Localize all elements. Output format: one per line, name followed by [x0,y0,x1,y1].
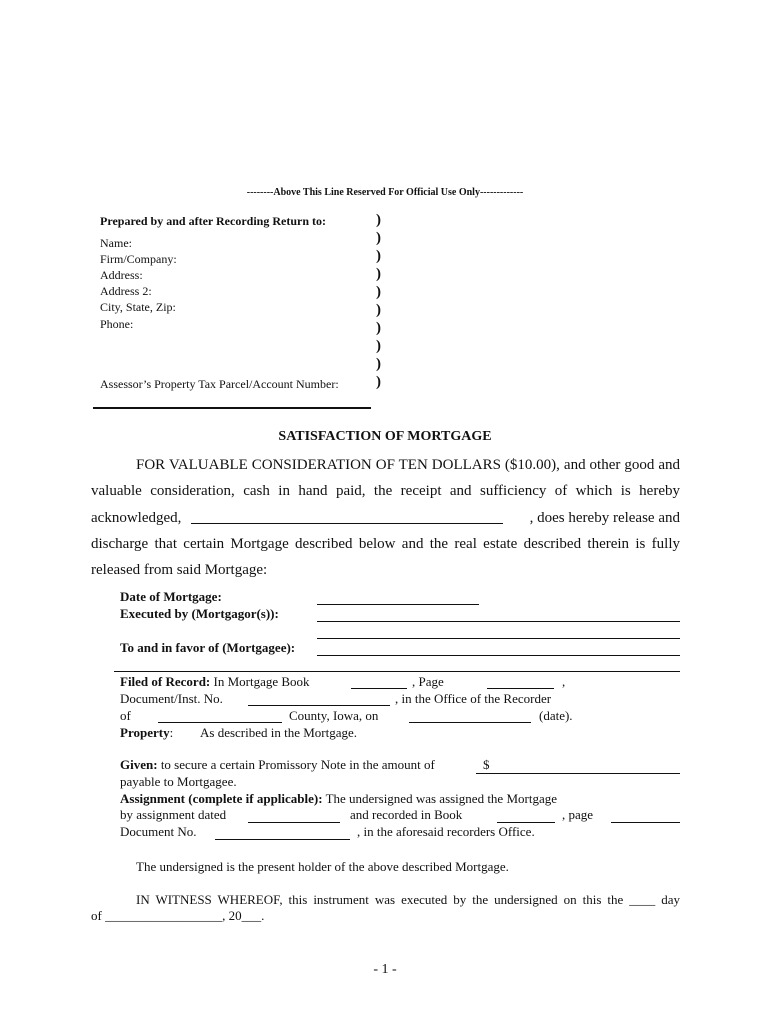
reserved-suffix: ------------- [479,187,524,198]
releasor-blank[interactable] [191,523,503,524]
body-line-1: FOR VALUABLE CONSIDERATION OF TEN DOLLARS ($10.00), and other good and [136,457,680,473]
field-name: Name: [100,236,132,250]
paren: ) [376,356,381,372]
paren: ) [376,212,381,228]
paren: ) [376,302,381,318]
filed-line-1 [120,674,310,690]
document-no-blank[interactable] [215,839,350,840]
assignment-book-blank[interactable] [497,822,555,823]
given-line [120,757,435,773]
recorded-text: and recorded in Book [350,807,463,822]
body-line-3-post: , does hereby release and [529,510,680,526]
doc-inst-text: Document/Inst. No. [120,691,223,706]
witness-line-2: of __________________, 20___. [91,908,265,923]
executed-by-label: Executed by (Mortgagor(s)): [120,606,279,621]
property-colon: : [169,725,174,740]
paren: ) [376,374,381,390]
amount-blank[interactable] [476,773,680,774]
body-line-5: released from said Mortgage: [91,562,268,578]
assignment-date-blank[interactable] [248,822,340,823]
recording-heading: Prepared by and after Recording Return to: [100,214,326,228]
page-comma: , [562,674,566,689]
document-title: SATISFACTION OF MORTGAGE [278,429,492,444]
aforesaid-office-text: , in the aforesaid recorders Office. [357,824,535,839]
mortgagee-blank[interactable] [317,655,680,656]
filed-label: Filed of Record: [120,674,211,689]
given-text: to secure a certain Promissory Note in the amount of [160,757,435,772]
paren: ) [376,320,381,336]
field-address: Address: [100,268,143,282]
mortgagee-divider [114,671,680,672]
page-text: , Page [412,674,444,689]
property-label: Property [120,725,170,740]
paren: ) [376,248,381,264]
assignment-label: Assignment (complete if applicable): [120,791,323,806]
date-of-mortgage-label: Date of Mortgage: [120,589,222,604]
holder-statement: The undersigned is the present holder of the above described Mortgage. [136,859,509,874]
mortgagor-blank[interactable] [317,621,680,622]
field-phone: Phone: [100,317,134,331]
paren: ) [376,266,381,282]
mortgagor-blank-2[interactable] [317,638,680,639]
property-line [120,725,173,741]
body-line-3-pre: acknowledged, [91,510,182,526]
reserved-text: Above This Line Reserved For Official Use Only [273,187,480,198]
reserved-prefix: -------- [246,187,274,198]
given-label: Given: [120,757,158,772]
office-text: , in the Office of the Recorder [395,691,552,706]
field-city-state-zip: City, State, Zip: [100,300,176,314]
mortgagee-label: To and in favor of (Mortgagee): [120,640,296,655]
book-blank[interactable] [351,688,407,689]
page-blank[interactable] [487,688,554,689]
witness-line-1: IN WITNESS WHEREOF, this instrument was executed by the undersigned on this the ____ day [136,892,680,907]
field-firm: Firm/Company: [100,252,177,266]
assignment-page-text: , page [562,807,594,822]
page-number: - 1 - [373,962,397,977]
reserved-line [0,187,770,198]
body-line-4: discharge that certain Mortgage described below and the real estate described therein is fully [91,536,680,552]
paren: ) [376,338,381,354]
by-assignment-text: by assignment dated [120,807,227,822]
doc-inst-blank[interactable] [248,705,390,706]
body-line-2: valuable consideration, cash in hand paid, the receipt and sufficiency of which is hereby [91,483,680,499]
property-text: As described in the Mortgage. [200,725,358,740]
assignment-line [120,791,557,807]
paren: ) [376,230,381,246]
paren: ) [376,284,381,300]
book-text: In Mortgage Book [213,674,310,689]
payable-text: payable to Mortgagee. [120,774,237,789]
dollar-sign: $ [483,757,490,772]
assignment-text: The undersigned was assigned the Mortgage [325,791,557,806]
filed-date-blank[interactable] [409,722,531,723]
of-text: of [120,708,131,723]
date-of-mortgage-blank[interactable] [317,604,479,605]
county-text: County, Iowa, on [289,708,379,723]
field-address-2: Address 2: [100,284,152,298]
parcel-label: Assessor’s Property Tax Parcel/Account Number: [100,377,339,391]
county-blank[interactable] [158,722,282,723]
recording-divider [93,407,371,409]
assignment-page-blank[interactable] [611,822,680,823]
date-text: (date). [539,708,573,723]
document-no-text: Document No. [120,824,197,839]
